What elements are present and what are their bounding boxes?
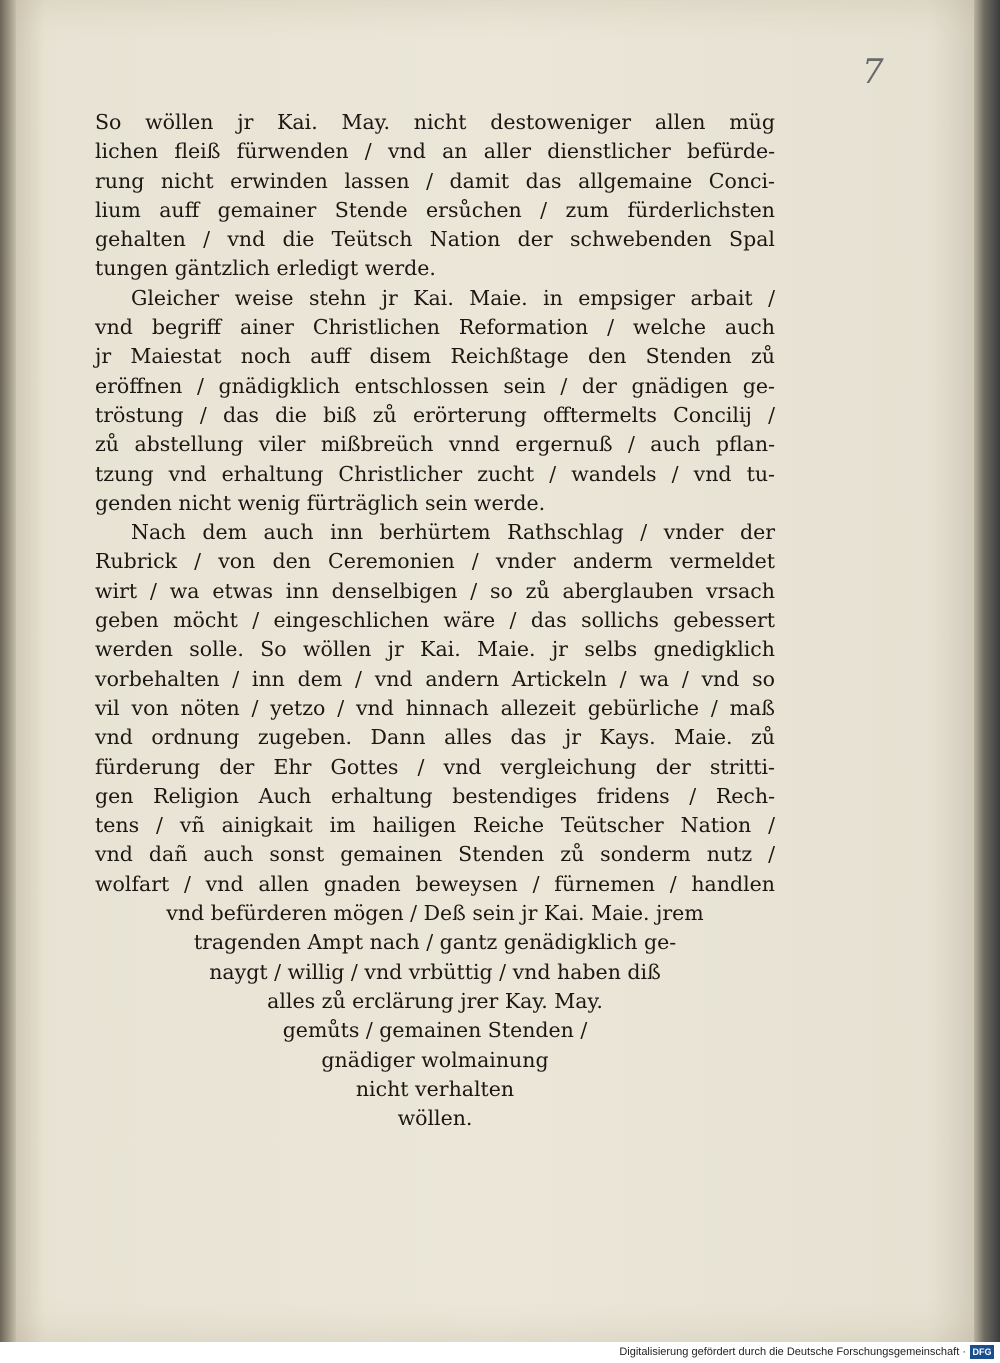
text-line: wolfart / vnd allen gnaden beweysen / fürnemen / handlen	[95, 871, 775, 896]
text-line: geben möcht / eingeschlichen wäre / das sollichs gebessert	[95, 608, 775, 633]
text-line: zů abstellung viler mißbreüch vnnd ergernuß / auch pflan-	[95, 432, 775, 457]
text-line: genden nicht wenig fürträglich sein werde.	[95, 490, 546, 515]
text-line: rung nicht erwinden lassen / damit das allgemaine Conci-	[95, 168, 775, 193]
text-line: gnädiger wolmainung	[321, 1047, 549, 1072]
text-line: vnd begriff ainer Christlichen Reformation / welche auch	[95, 315, 775, 340]
footer-bar	[0, 1342, 1000, 1363]
folio-number: 7	[862, 52, 884, 92]
text-line: fürderung der Ehr Gottes / vnd vergleichung der stritti-	[95, 754, 775, 779]
dfg-logo-icon: DFG	[970, 1345, 994, 1359]
text-line: gehalten / vnd die Teütsch Nation der schwebenden Spal	[95, 227, 775, 252]
text-line: jr Maiestat noch auff disem Reichßtage den Stenden zů	[95, 344, 775, 369]
text-line: lium auff gemainer Stende ersůchen / zum fürderlichsten	[95, 197, 775, 222]
text-line: nicht verhalten	[355, 1076, 515, 1101]
page-right-edge	[974, 0, 1000, 1342]
text-line: tzung vnd erhaltung Christlicher zucht / wandels / vnd tu-	[95, 461, 775, 486]
text-line: vnd ordnung zugeben. Dann alles das jr Kays. Maie. zů	[95, 725, 775, 750]
text-line: tens / vñ ainigkait im hailigen Reiche Teütscher Nation /	[95, 813, 775, 838]
text-line: wirt / wa etwas inn denselbigen / so zů aberglauben vrsach	[95, 578, 775, 603]
text-line: Nach dem auch inn berhürtem Rathschlag / vnder der	[131, 520, 775, 545]
text-line: alles zů erclärung jrer Kay. May.	[267, 988, 603, 1013]
text-line: vnd dañ auch sonst gemainen Stenden zů sonderm nutz /	[95, 842, 775, 867]
text-line: vil von nöten / yetzo / vnd hinnach allezeit gebürliche / maß	[95, 695, 775, 720]
text-line: werden solle. So wöllen jr Kai. Maie. jr selbs gnedigklich	[95, 637, 775, 662]
text-line: tragenden Ampt nach / gantz genädigklich ge-	[193, 930, 677, 955]
text-line: gemůts / gemainen Stenden /	[282, 1018, 588, 1043]
text-line: Rubrick / von den Ceremonien / vnder anderm vermeldet	[95, 549, 775, 574]
funding-credit: Digitalisierung gefördert durch die Deutsche Forschungsgemeinschaft ·	[619, 1346, 966, 1358]
text-line: eröffnen / gnädigklich entschlossen sein / der gnädigen ge-	[95, 373, 775, 398]
body-text	[95, 108, 775, 1133]
text-line: naygt / willig / vnd vrbüttig / vnd haben diß	[209, 959, 661, 984]
text-line: tröstung / das die biß zů erörterung offtermelts Concilij /	[95, 402, 775, 427]
text-line: vnd befürderen mögen / Deß sein jr Kai. Maie. jrem	[166, 901, 704, 926]
text-line: tungen gäntzlich erledigt werde.	[95, 256, 436, 281]
text-line: Gleicher weise stehn jr Kai. Maie. in empsiger arbait /	[131, 285, 775, 310]
text-line: lichen fleiß fürwenden / vnd an aller dienstlicher befürde-	[95, 139, 775, 164]
text-line: gen Religion Auch erhaltung bestendiges fridens / Rech-	[95, 783, 775, 808]
text-line: vorbehalten / inn dem / vnd andern Artickeln / wa / vnd so	[95, 666, 775, 691]
text-line: wöllen.	[397, 1106, 473, 1131]
text-line: So wöllen jr Kai. May. nicht destoweniger allen müg	[95, 110, 775, 134]
